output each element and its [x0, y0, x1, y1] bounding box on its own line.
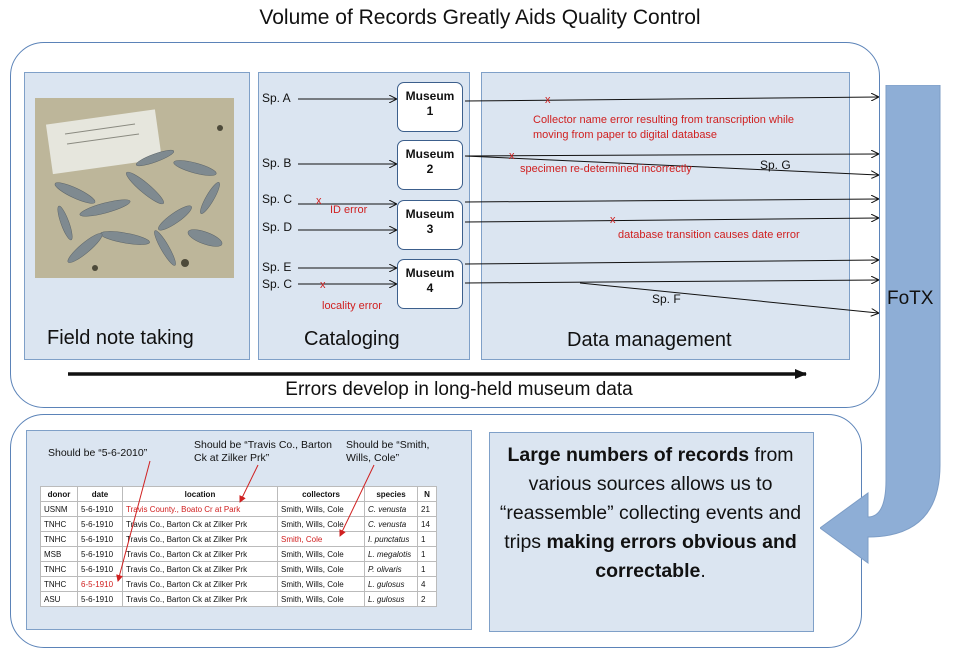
species-d-label: Sp. D: [262, 220, 293, 234]
error-mark-locality: x: [320, 279, 326, 291]
header-donor: donor: [41, 487, 78, 502]
cell-species: L. gulosus: [365, 577, 418, 592]
cell-location: Travis County., Boato Cr at Park: [123, 502, 278, 517]
summary-text-2: .: [700, 560, 706, 582]
cell-location: Travis Co., Barton Ck at Zilker Prk: [123, 562, 278, 577]
error-locality-label: locality error: [322, 300, 382, 312]
species-b-label: Sp. B: [262, 156, 292, 170]
timeline-caption: Errors develop in long-held museum data: [285, 379, 633, 400]
cell-collectors: Smith, Wills, Cole: [278, 577, 365, 592]
museum-4-number: 4: [426, 281, 434, 295]
data-panel-label: Data management: [567, 329, 732, 351]
museum-3-name: Museum: [405, 207, 455, 221]
species-g-label: Sp. G: [760, 158, 791, 172]
cell-date: 5-6-1910: [78, 532, 123, 547]
cell-n: 1: [418, 562, 437, 577]
cell-n: 21: [418, 502, 437, 517]
cell-donor: TNHC: [41, 577, 78, 592]
cell-n: 2: [418, 592, 437, 607]
cell-date: 5-6-1910: [78, 562, 123, 577]
cell-date: 5-6-1910: [78, 502, 123, 517]
cell-n: 1: [418, 547, 437, 562]
error-date-label: database transition causes date error: [618, 229, 800, 241]
museum-4-name: Museum: [405, 266, 455, 280]
cell-date: 6-5-1910: [78, 577, 123, 592]
catalog-panel-label: Cataloging: [304, 328, 400, 350]
cell-donor: TNHC: [41, 532, 78, 547]
cell-donor: ASU: [41, 592, 78, 607]
cell-location: Travis Co., Barton Ck at Zilker Prk: [123, 547, 278, 562]
cell-species: C. venusta: [365, 517, 418, 532]
cell-donor: USNM: [41, 502, 78, 517]
summary-text: [498, 441, 803, 586]
species-c-label: Sp. C: [262, 192, 293, 206]
note-collectors: Should be “Smith, Wills, Cole”: [346, 439, 430, 464]
cell-species: C. venusta: [365, 502, 418, 517]
error-mark-id: x: [316, 195, 322, 207]
museum-3-number: 3: [426, 222, 434, 236]
museum-1-number: 1: [426, 104, 434, 118]
cell-location: Travis Co., Barton Ck at Zilker Prk: [123, 577, 278, 592]
cell-collectors: Smith, Wills, Cole: [278, 517, 365, 532]
cell-collectors: Smith, Wills, Cole: [278, 547, 365, 562]
cell-location: Travis Co., Barton Ck at Zilker Prk: [123, 592, 278, 607]
note-date: Should be “5-6-2010”: [48, 447, 148, 459]
cell-n: 1: [418, 532, 437, 547]
fotx-label: FoTX: [887, 288, 934, 309]
cell-n: 4: [418, 577, 437, 592]
cell-collectors: Smith, Cole: [278, 532, 365, 547]
summary-text-1: from various sources allows us to “reassemble” collecting events and trips: [499, 444, 802, 553]
cell-collectors: Smith, Wills, Cole: [278, 502, 365, 517]
error-id-label: ID error: [330, 204, 368, 216]
cell-collectors: Smith, Wills, Cole: [278, 562, 365, 577]
error-mark-collector: x: [545, 94, 551, 106]
cell-location: Travis Co., Barton Ck at Zilker Prk: [123, 517, 278, 532]
header-collectors: collectors: [278, 487, 365, 502]
note-location: Should be “Travis Co., Barton Ck at Zilker Prk”: [194, 439, 332, 464]
cell-location: Travis Co., Barton Ck at Zilker Prk: [123, 532, 278, 547]
header-species: species: [365, 487, 418, 502]
diagram-title: Volume of Records Greatly Aids Quality Control: [259, 6, 701, 29]
cell-date: 5-6-1910: [78, 592, 123, 607]
museum-2-name: Museum: [405, 147, 455, 161]
cell-collectors: Smith, Wills, Cole: [278, 592, 365, 607]
museum-2-number: 2: [426, 162, 434, 176]
summary-bold-2: making errors obvious and correctable: [546, 531, 797, 582]
cell-donor: TNHC: [41, 562, 78, 577]
error-mark-redetermined: x: [509, 150, 515, 162]
cell-donor: MSB: [41, 547, 78, 562]
cell-donor: TNHC: [41, 517, 78, 532]
header-n: N: [418, 487, 437, 502]
cell-species: P. olivaris: [365, 562, 418, 577]
species-f-label: Sp. F: [652, 292, 681, 306]
species-e-label: Sp. E: [262, 260, 292, 274]
species-a-label: Sp. A: [262, 91, 291, 105]
cell-species: L. gulosus: [365, 592, 418, 607]
species-c2-label: Sp. C: [262, 277, 293, 291]
error-mark-date: x: [610, 214, 616, 226]
summary-bold-1: Large numbers of records: [507, 444, 750, 466]
cell-species: I. punctatus: [365, 532, 418, 547]
header-location: location: [123, 487, 278, 502]
cell-date: 5-6-1910: [78, 547, 123, 562]
error-collector-label: Collector name error resulting from transcription while moving from paper to digital database: [533, 114, 795, 141]
error-redetermined-label: specimen re-determined incorrectly: [520, 163, 692, 175]
cell-n: 14: [418, 517, 437, 532]
museum-1-name: Museum: [405, 89, 455, 103]
field-panel-label: Field note taking: [47, 327, 194, 349]
header-date: date: [78, 487, 123, 502]
cell-date: 5-6-1910: [78, 517, 123, 532]
cell-species: L. megalotis: [365, 547, 418, 562]
